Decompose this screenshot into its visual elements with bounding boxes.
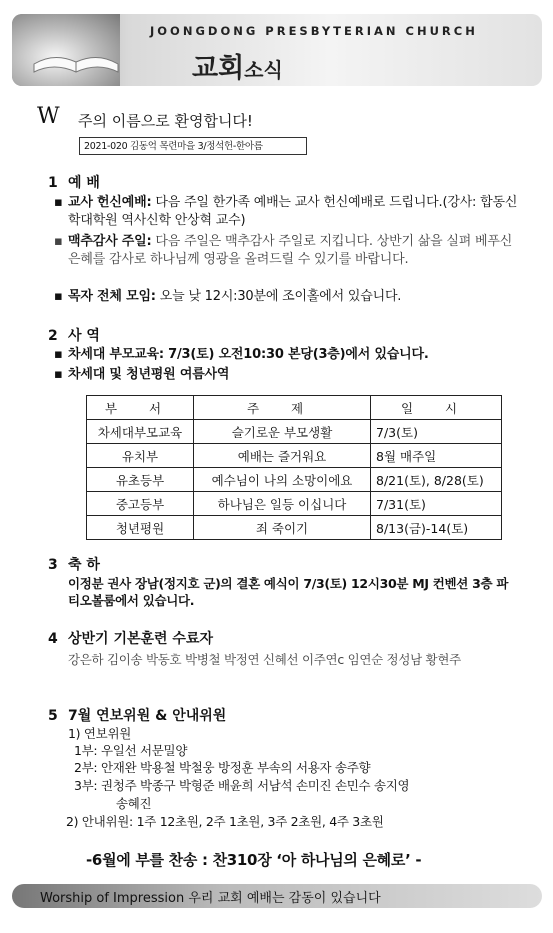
- section-number: 5: [48, 708, 58, 724]
- bullet-summer-ministry: [54, 366, 518, 384]
- cell-department: 청년평원: [87, 516, 194, 540]
- offering-service-2: 2부: 안재완 박용철 박철웅 방정훈 부속의 서용자 송주향: [74, 760, 371, 775]
- bullet-text: : 7/3(토) 오전10:30 본당(3층)에서 있습니다.: [158, 347, 429, 362]
- table-row: [87, 420, 502, 444]
- bullet-dot: ▪: [54, 347, 63, 362]
- section-title: 7월 연보위원 & 안내위원: [68, 708, 227, 724]
- header-department: 부 서: [87, 396, 194, 420]
- bullet-text: 다음 주일 한가족 예배는 교사 헌신예배로 드립니다.(강사: 합동신학대학원 역사신학 안상혁 교수): [68, 195, 518, 228]
- usher-committee: 2) 안내위원: 1주 12초원, 2주 1초원, 3주 2초원, 4주 3초원: [66, 814, 384, 829]
- monthly-hymn: -6월에 부를 찬송 : 찬310장 ‘아 하나님의 은혜로’ -: [86, 851, 422, 869]
- section-title: 축 하: [68, 557, 100, 573]
- cell-theme: 죄 죽이기: [194, 516, 371, 540]
- section-number: 2: [48, 328, 58, 344]
- section-4-heading: [48, 628, 213, 648]
- bullet-thanksgiving: [54, 233, 518, 268]
- section-title: 사 역: [68, 328, 100, 344]
- church-name: JOONGDONG PRESBYTERIAN CHURCH: [150, 24, 478, 38]
- section-title: 상반기 기본훈련 수료자: [68, 631, 213, 647]
- bullet-dot: ▪: [54, 289, 63, 304]
- section-1-heading: [48, 172, 100, 192]
- bullet-label: 교사 헌신예배:: [68, 195, 152, 210]
- offering-service-3-cont: 송혜진: [116, 796, 152, 811]
- offering-service-1: 1부: 우일선 서문밀양: [74, 743, 188, 758]
- table-row: [87, 492, 502, 516]
- section-number: 1: [48, 175, 58, 191]
- bullet-dot: ▪: [54, 195, 63, 210]
- table-row: [87, 516, 502, 540]
- cell-theme: 예배는 즐거워요: [194, 444, 371, 468]
- section-number: 4: [48, 631, 58, 647]
- header-date: 일 시: [371, 396, 502, 420]
- cell-department: 유초등부: [87, 468, 194, 492]
- section-5-heading: [48, 705, 226, 725]
- cell-date: 8/21(토), 8/28(토): [371, 468, 502, 492]
- footer-slogan: Worship of Impression 우리 교회 예배는 감동이 있습니다: [40, 891, 381, 906]
- table-row: [87, 444, 502, 468]
- welcome-initial: W: [37, 104, 60, 129]
- bullet-parent-education: [54, 346, 518, 364]
- cell-date: 8/13(금)-14(토): [371, 516, 502, 540]
- table-header-row: [87, 396, 502, 420]
- celebration-text: 이정분 권사 장남(정지호 군)의 결혼 예식이 7/3(토) 12시30분 MJ 컨벤션 3층 파티오볼룸에서 있습니다.: [68, 576, 509, 608]
- section-2-heading: [48, 325, 100, 345]
- bullet-label: 차세대 부모교육: [68, 347, 159, 362]
- summer-schedule-table: [86, 395, 502, 540]
- cell-theme: 하나님은 일등 이십니다: [194, 492, 371, 516]
- bullet-text: 다음 주일은 맥추감사 주일로 지킵니다. 상반기 삶을 실펴 베푸신 은혜를 감사로 하나님께 영광을 올려드릴 수 있기를 바랍니다.: [68, 234, 513, 267]
- bullet-label: 목자 전체 모임:: [68, 289, 156, 304]
- page-title: [192, 46, 283, 85]
- bullet-text: 오늘 낮 12시:30분에 조이홀에서 있습니다.: [155, 289, 402, 304]
- cell-theme: 슬기로운 부모생활: [194, 420, 371, 444]
- offering-committee-label: 1) 연보위원: [68, 726, 132, 741]
- cell-department: 중고등부: [87, 492, 194, 516]
- section-number: 3: [48, 557, 58, 573]
- header-theme: 주 제: [194, 396, 371, 420]
- cell-date: 8월 매주일: [371, 444, 502, 468]
- title-sub: 소식: [244, 58, 283, 82]
- bullet-label: 차세대 및 청년평원 여름사역: [68, 367, 230, 382]
- section-3-heading: [48, 554, 100, 574]
- bullet-dot: ▪: [54, 234, 63, 249]
- graduates-text: 강은하 김이송 박동호 박병철 박정연 신혜선 이주연c 임연순 정성남 황현주: [68, 652, 461, 667]
- bullet-shepherd-meeting: [54, 288, 518, 306]
- meta-info-box: 2021-020 김동억 목련마을 3/정석헌-한아름: [79, 137, 307, 155]
- section-title: 예 배: [68, 175, 100, 191]
- open-book-icon: [30, 42, 122, 82]
- title-main: 교회: [192, 53, 245, 84]
- header-banner: [0, 0, 553, 95]
- praying-hands-image: [12, 14, 120, 86]
- welcome-text: 주의 이름으로 환영합니다!: [78, 112, 253, 130]
- cell-date: 7/3(토): [371, 420, 502, 444]
- bullet-label: 맥추감사 주일:: [68, 234, 152, 249]
- cell-department: 차세대부모교육: [87, 420, 194, 444]
- bullet-teacher-worship: [54, 194, 518, 229]
- cell-theme: 예수님이 나의 소망이에요: [194, 468, 371, 492]
- table-row: [87, 468, 502, 492]
- cell-department: 유치부: [87, 444, 194, 468]
- offering-service-3: 3부: 권청주 박종구 박형준 배윤희 서남석 손미진 손민수 송지영: [74, 778, 410, 793]
- bullet-dot: ▪: [54, 367, 63, 382]
- cell-date: 7/31(토): [371, 492, 502, 516]
